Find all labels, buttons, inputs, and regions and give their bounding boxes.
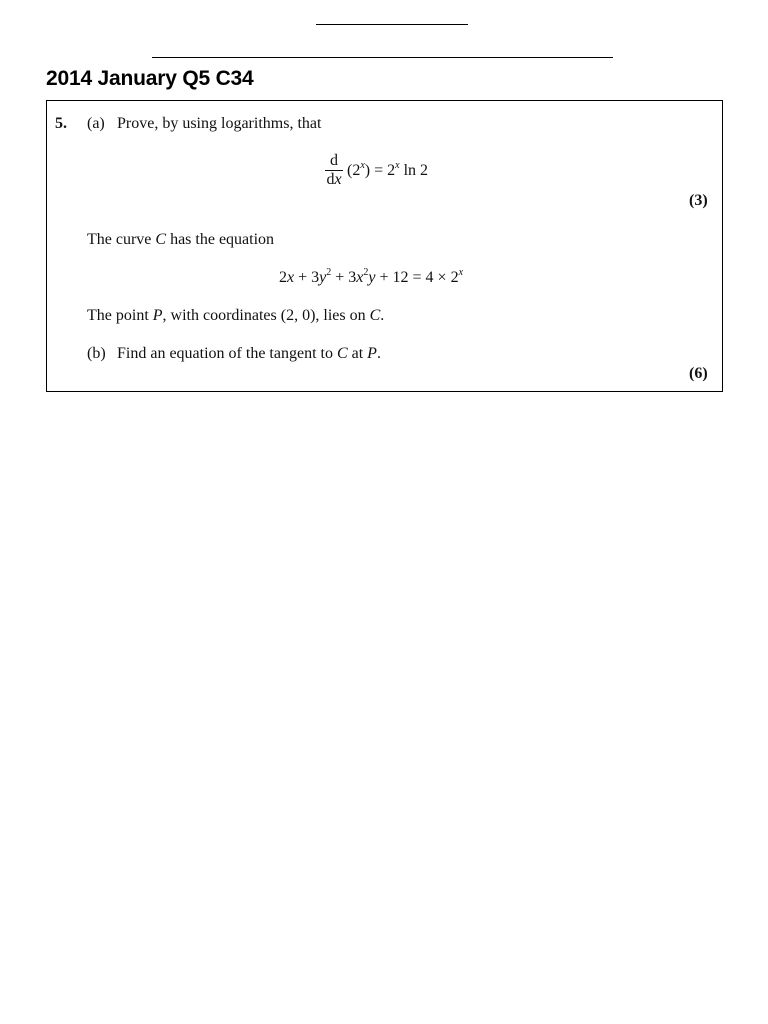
deriv-rhs-tail: ln 2 xyxy=(399,162,429,179)
question-box xyxy=(46,100,723,392)
part-a-marks: (3) xyxy=(689,192,708,209)
part-b-marks: (6) xyxy=(689,365,708,382)
derivative-fraction xyxy=(325,153,343,188)
point-end: . xyxy=(380,307,385,324)
question-number: 5. xyxy=(55,115,67,132)
point-mid: , with coordinates (2, 0), lies on xyxy=(162,307,370,324)
derivative-expression xyxy=(347,162,428,180)
part-b-point-variable: P xyxy=(367,345,377,362)
eq-term3: + 3 xyxy=(331,269,357,286)
part-b-curve-variable: C xyxy=(336,345,348,362)
part-b-text xyxy=(117,345,381,363)
deriv-lhs: (2 xyxy=(347,162,361,179)
eq-term1-var: x xyxy=(287,269,295,286)
eq-term4: + 12 = 4 × 2 xyxy=(375,269,459,286)
eq-term2-var: y xyxy=(319,269,327,286)
curve-equation xyxy=(279,269,463,287)
curve-intro-pre: The curve xyxy=(87,231,156,248)
deriv-lhs-close: ) = 2 xyxy=(364,162,396,179)
part-a-label: (a) xyxy=(87,115,105,132)
eq-term2-exp: 2 xyxy=(326,267,332,278)
part-a-text: Prove, by using logarithms, that xyxy=(117,115,322,132)
curve-intro xyxy=(87,231,274,249)
deriv-lhs-exponent: x xyxy=(360,160,365,171)
top-short-rule xyxy=(316,24,468,25)
eq-term3-var2: y xyxy=(368,269,376,286)
page-title: 2014 January Q5 C34 xyxy=(46,67,254,90)
curve-intro-post: has the equation xyxy=(166,231,275,248)
eq-term1: 2 xyxy=(279,269,287,286)
part-b-end: . xyxy=(376,345,381,362)
derivative-numerator: d xyxy=(330,152,338,169)
curve-variable: C xyxy=(155,231,167,248)
deriv-rhs-exponent: x xyxy=(395,160,400,171)
part-b-label: (b) xyxy=(87,345,106,362)
eq-term3-exp: 2 xyxy=(363,267,369,278)
point-pre: The point xyxy=(87,307,153,324)
top-long-rule xyxy=(152,57,613,58)
point-variable: P xyxy=(152,307,163,324)
eq-term2: + 3 xyxy=(294,269,320,286)
eq-term4-exp: x xyxy=(458,267,464,278)
part-b-mid: at xyxy=(347,345,368,362)
point-statement xyxy=(87,307,384,325)
derivative-denominator: dx xyxy=(326,171,342,188)
point-curve-variable: C xyxy=(369,307,381,324)
part-b-pre: Find an equation of the tangent to xyxy=(117,345,337,362)
eq-term3-var: x xyxy=(356,269,364,286)
